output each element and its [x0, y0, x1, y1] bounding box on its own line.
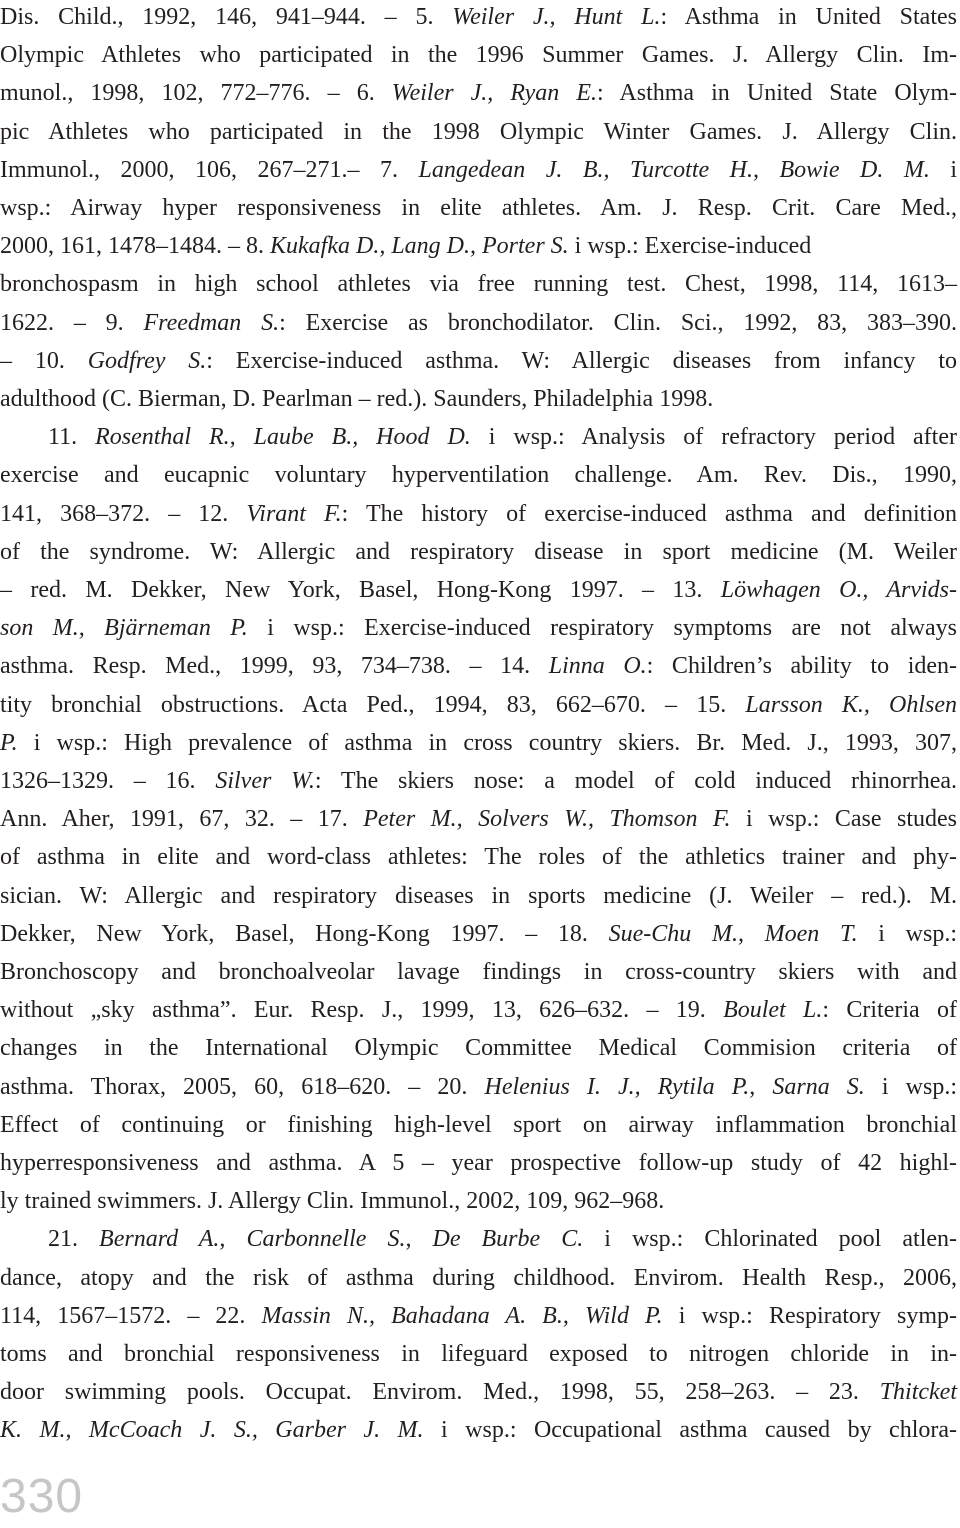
text-line — [0, 1029, 957, 1067]
text-segment: Dekker, New York, Basel, Hong-Kong 1997. – 18. — [0, 920, 609, 947]
text-segment: : Asthma in United States — [660, 4, 957, 30]
text-segment: tity bronchial obstructions. Acta Ped., 1994, 83, 662–670. – 15. — [0, 691, 746, 718]
text-segment: i wsp.: — [857, 920, 957, 947]
text-line — [0, 1144, 957, 1182]
text-line — [0, 800, 957, 838]
text-line — [0, 991, 957, 1029]
text-line — [0, 1259, 957, 1297]
text-line — [0, 1335, 957, 1373]
author-names: Boulet L. — [723, 997, 823, 1024]
text-segment: 2000, 161, 1478–1484. – 8. — [0, 233, 270, 260]
text-segment: toms and bronchial responsiveness in lifeguard exposed to nitrogen chloride in in- — [0, 1341, 957, 1367]
text-segment: : Exercise-induced asthma. W: Allergic diseases from infancy to — [206, 347, 958, 374]
text-line — [0, 456, 957, 494]
text-segment: : Exercise as bronchodilator. Clin. Sci., 1992, 83, 383–390. — [279, 309, 957, 336]
author-names: Rosenthal R., Laube B., Hood D. — [95, 424, 471, 451]
text-segment: 1326–1329. – 16. — [0, 768, 216, 794]
text-line — [0, 838, 957, 876]
text-line — [0, 762, 957, 800]
text-segment: dance, atopy and the risk of asthma during childhood. Envirom. Health Resp., 2006, — [0, 1264, 957, 1291]
text-line — [0, 1068, 957, 1106]
text-segment: adulthood (C. Bierman, D. Pearlman – red.). Saunders, Philadelphia 1998. — [0, 386, 714, 412]
text-segment: – red. M. Dekker, New York, Basel, Hong-Kong 1997. – 13. — [0, 577, 721, 603]
text-line — [0, 227, 957, 265]
author-names: Virant F. — [246, 500, 342, 527]
text-segment: asthma. Resp. Med., 1999, 93, 734–738. – 14. — [0, 653, 549, 680]
text-line — [0, 189, 957, 227]
text-segment: i wsp.: High prevalence of asthma in cross country skiers. Br. Med. J., 1993, 307, — [17, 729, 957, 756]
text-segment: : Criteria of — [822, 997, 957, 1024]
text-segment: ly trained swimmers. J. Allergy Clin. Immunol., 2002, 109, 962–968. — [0, 1188, 665, 1215]
author-names: Freedman S. — [143, 309, 280, 336]
text-line — [0, 571, 957, 609]
author-names: Bernard A., Carbonnelle S., De Burbe C. — [99, 1226, 584, 1253]
text-line — [0, 1373, 957, 1411]
text-line — [0, 342, 957, 380]
text-segment: Olympic Athletes who participated in the 1996 Summer Games. J. Allergy Clin. Im- — [0, 42, 957, 69]
author-names: K. M., McCoach J. S., Garber J. M. — [0, 1417, 424, 1444]
text-segment: Ann. Aher, 1991, 67, 32. – 17. — [0, 806, 364, 833]
text-line — [0, 113, 957, 151]
text-segment: wsp.: Airway hyper responsiveness in elite athletes. Am. J. Resp. Crit. Care Med., — [0, 195, 957, 221]
author-names: Weiler J., Hunt L. — [452, 4, 661, 30]
text-segment: : The history of exercise-induced asthma and definition — [341, 500, 958, 527]
text-segment: i wsp.: Respiratory symp- — [662, 1302, 958, 1329]
text-line — [0, 265, 957, 303]
text-segment: Bronchoscopy and bronchoalveolar lavage findings in cross-country skiers with and — [0, 959, 957, 985]
text-segment: munol., 1998, 102, 772–776. – 6. — [0, 80, 392, 107]
text-segment: of asthma in elite and word-class athletes: The roles of the athletics trainer and phy- — [0, 844, 957, 871]
text-line — [0, 1182, 957, 1220]
text-segment: i wsp.: Chlorinated pool atlen- — [583, 1226, 958, 1253]
author-names: Sue-Chu M., Moen T. — [608, 920, 858, 947]
text-line — [0, 686, 957, 724]
text-segment: hyperresponsiveness and asthma. A 5 – year prospective follow-up study of 42 highl- — [0, 1150, 957, 1176]
text-line — [0, 1411, 957, 1449]
text-line — [0, 1106, 957, 1144]
text-segment: asthma. Thorax, 2005, 60, 618–620. – 20. — [0, 1073, 485, 1100]
text-line — [0, 380, 957, 418]
text-line — [0, 647, 957, 685]
text-line — [0, 74, 957, 112]
text-segment: i wsp.: Analysis of refractory period after — [470, 424, 957, 451]
text-segment: sician. W: Allergic and respiratory diseases in sports medicine (J. Weiler – red.). M. — [0, 882, 957, 909]
text-segment: exercise and eucapnic voluntary hyperventilation challenge. Am. Rev. Dis., 1990, — [0, 462, 957, 489]
text-line — [0, 151, 957, 189]
text-line — [0, 877, 957, 915]
text-segment: without „sky asthma”. Eur. Resp. J., 1999, 13, 626–632. – 19. — [0, 997, 724, 1024]
author-names: Kukafka D., Lang D., Porter S. — [270, 233, 569, 260]
author-names: Helenius I. J., Rytila P., Sarna S. — [484, 1073, 865, 1100]
text-segment: i — [929, 156, 958, 183]
text-line — [0, 1220, 957, 1258]
author-names: Langedean J. B., Turcotte H., Bowie D. M. — [418, 156, 930, 183]
text-segment: 21. — [48, 1226, 100, 1253]
text-segment: of the syndrome. W: Allergic and respiratory disease in sport medicine (M. Weiler — [0, 538, 957, 565]
text-line — [0, 36, 957, 74]
text-segment: Effect of continuing or finishing high-level sport on airway inflammation bronchial — [0, 1111, 957, 1138]
author-names: Massin N., Bahadana A. B., Wild P. — [261, 1302, 663, 1329]
text-segment: i wsp.: Exercise-induced respiratory symptoms are not always — [247, 615, 957, 642]
text-line — [0, 609, 957, 647]
text-segment: : The skiers nose: a model of cold induced rhinorrhea. — [314, 768, 958, 794]
author-names: Weiler J., Ryan E. — [391, 80, 597, 107]
author-names: Löwhagen O., Arvids- — [720, 577, 957, 603]
text-line — [0, 0, 957, 36]
text-line — [0, 495, 957, 533]
author-names: Larsson K., Ohlsen — [745, 691, 957, 718]
text-line — [0, 1297, 957, 1335]
text-segment: 1622. – 9. — [0, 309, 144, 336]
text-segment: pic Athletes who participated in the 1998 Olympic Winter Games. J. Allergy Clin. — [0, 118, 957, 145]
text-segment: 141, 368–372. – 12. — [0, 500, 247, 527]
author-names: Thitcket — [879, 1379, 957, 1406]
text-segment: i wsp.: Case studes — [730, 806, 957, 833]
author-names: son M., Bjärneman P. — [0, 615, 248, 642]
page-number: 330 — [0, 1470, 84, 1523]
text-segment: : Children’s ability to iden- — [646, 653, 958, 680]
text-segment: Immunol., 2000, 106, 267–271.– 7. — [0, 156, 419, 183]
text-segment: i wsp.: — [864, 1073, 957, 1100]
text-segment: bronchospasm in high school athletes via free running test. Chest, 1998, 114, 1613– — [0, 271, 957, 298]
text-segment: i wsp.: Exercise-induced — [568, 233, 812, 260]
text-line — [0, 724, 957, 762]
text-line — [0, 533, 957, 571]
text-segment: door swimming pools. Occupat. Envirom. Med., 1998, 55, 258–263. – 23. — [0, 1379, 880, 1406]
author-names: Godfrey S. — [87, 347, 207, 374]
text-segment: 114, 1567–1572. – 22. — [0, 1302, 262, 1329]
text-segment: changes in the International Olympic Committee Medical Commision criteria of — [0, 1035, 957, 1062]
text-segment: Dis. Child., 1992, 146, 941–944. – 5. — [0, 4, 453, 30]
text-segment: – 10. — [0, 347, 88, 374]
text-line — [0, 304, 957, 342]
text-segment: 11. — [48, 424, 96, 451]
text-line — [0, 953, 957, 991]
text-segment: i wsp.: Occupational asthma caused by chlora- — [423, 1417, 958, 1444]
text-line — [0, 915, 957, 953]
author-names: Silver W. — [215, 768, 315, 794]
author-names: Peter M., Solvers W., Thomson F. — [363, 806, 731, 833]
author-names: P. — [0, 729, 18, 756]
text-line — [0, 418, 957, 456]
text-segment: : Asthma in United State Olym- — [596, 80, 957, 107]
author-names: Linna O. — [548, 653, 647, 680]
